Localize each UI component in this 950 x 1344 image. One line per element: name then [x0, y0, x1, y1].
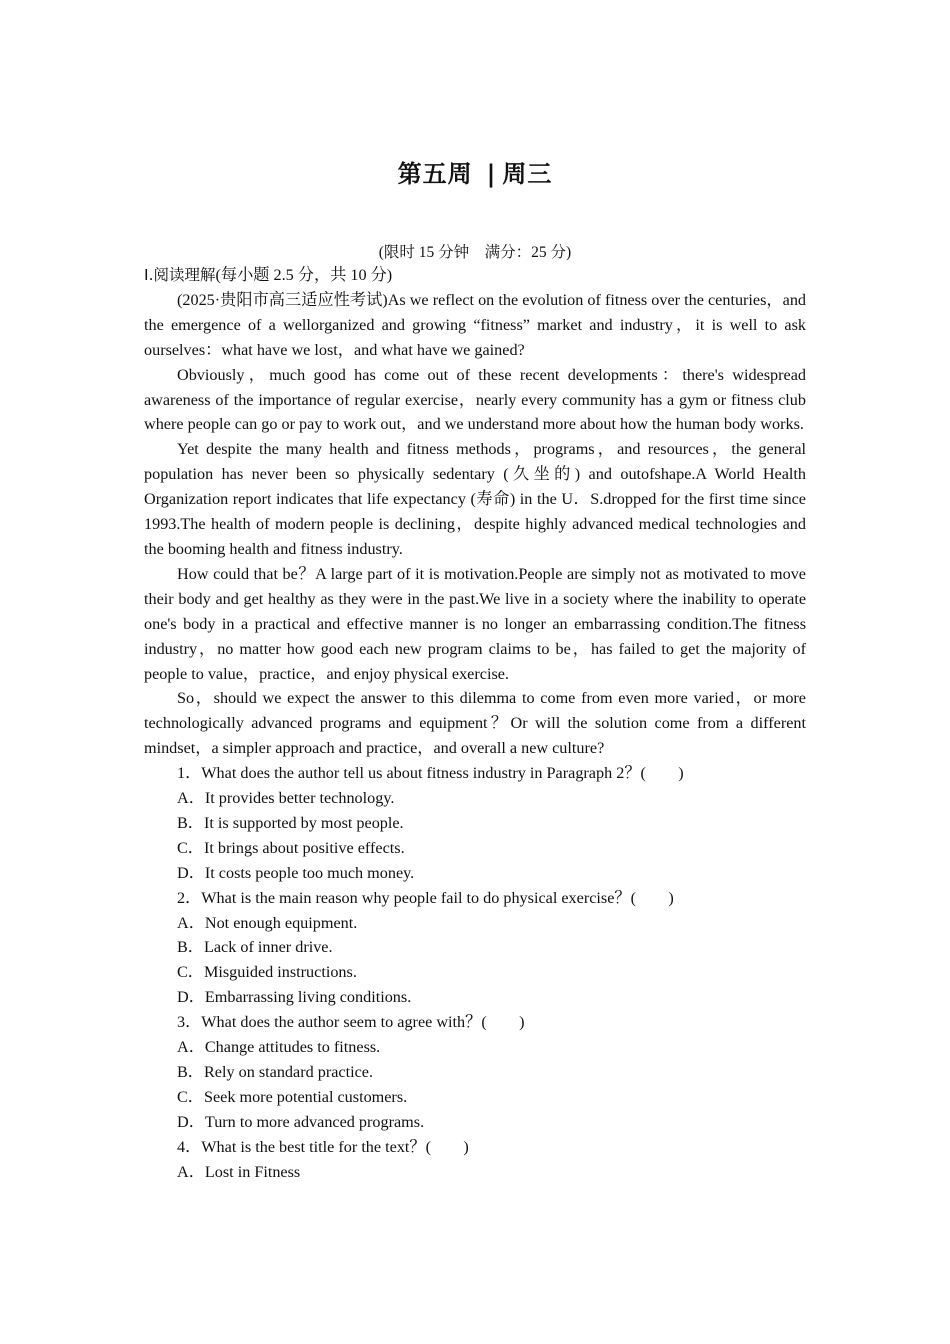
passage-paragraph-4: How could that be？A large part of it is motivation.People are simply not as motivated to move their body and get healthy as they were in the past.We live in a society where the inability to operate one's body in a practical and effective manner is no longer an embarrassing condition.The fitness industry，no matter how good each new program claims to be，has failed to get the majority of people to value，practice，and enjoy physical exercise.	[144, 564, 806, 683]
question-stem: 1．What does the author tell us about fitness industry in Paragraph 2？( )	[177, 764, 684, 783]
page-title	[0, 154, 950, 189]
section-heading	[144, 263, 806, 288]
option-b: B．Rely on standard practice.	[177, 1063, 373, 1081]
option-b: B．Lack of inner drive.	[177, 938, 333, 957]
question-stem: 2．What is the main reason why people fail to do physical exercise？( )	[177, 888, 674, 907]
option-b: B．It is supported by most people.	[177, 813, 404, 832]
exercise-content	[144, 263, 806, 1185]
option-d: D．Embarrassing living conditions.	[177, 988, 412, 1007]
question-4	[144, 1135, 806, 1185]
section-label: Ⅰ.阅读理解	[144, 266, 216, 284]
question-2	[144, 886, 806, 1011]
title-divider: |	[486, 160, 497, 188]
option-a: A．Not enough equipment.	[177, 913, 358, 932]
passage-paragraph-2: Obviously，much good has come out of these recent developments：there's widespread awareness of the importance of regular exercise，nearly every community has a gym or fitness club where people can go or pay to work out，and we understand more about how the human body works.	[144, 365, 806, 434]
passage-paragraph-3: Yet despite the many health and fitness methods，programs，and resources，the general population has never been so physically sedentary (久坐的) and outofshape.A World Health Organization report indicates that life expectancy (寿命) in the U．S.dropped for the first time since 1993.The health of modern people is declining，despite highly advanced medical technologies and the booming health and fitness industry.	[144, 440, 806, 558]
option-c: C．It brings about positive effects.	[177, 838, 405, 857]
option-a: A．It provides better technology.	[177, 789, 395, 808]
paragraph-text: As we reflect on the evolution of fitness over the centuries，and the emergence of a wellorganized and growing “fitness” market and industry，it is well to ask ourselves：what have we lost，and what have we gained?	[144, 290, 807, 359]
option-d: D．Turn to more advanced programs.	[177, 1112, 425, 1131]
title-week: 第五周	[397, 160, 473, 188]
section-score-note: (每小题 2.5 分，共 10 分)	[215, 266, 393, 284]
passage-paragraph-5: So，should we expect the answer to this dilemma to come from even more varied，or more technologically advanced programs and equipment？Or will the solution come from a different mindset，a simpler approach and practice，and overall a new culture?	[144, 689, 806, 758]
option-a: A．Change attitudes to fitness.	[177, 1038, 381, 1057]
passage-source: (2025·贵阳市高三适应性考试)	[177, 290, 388, 309]
question-stem: 3．What does the author seem to agree with？( )	[177, 1013, 525, 1032]
question-3	[144, 1010, 806, 1135]
passage-paragraph-1	[144, 288, 806, 363]
option-a: A．Lost in Fitness	[177, 1162, 301, 1181]
question-stem: 4．What is the best title for the text？( )	[177, 1137, 469, 1156]
title-day: 周三	[502, 160, 553, 188]
option-d: D．It costs people too much money.	[177, 863, 415, 882]
option-c: C．Misguided instructions.	[177, 963, 357, 982]
time-limit-note: (限时 15 分钟 满分：25 分)	[378, 244, 572, 261]
question-1	[144, 761, 806, 886]
option-c: C．Seek more potential customers.	[177, 1087, 408, 1106]
